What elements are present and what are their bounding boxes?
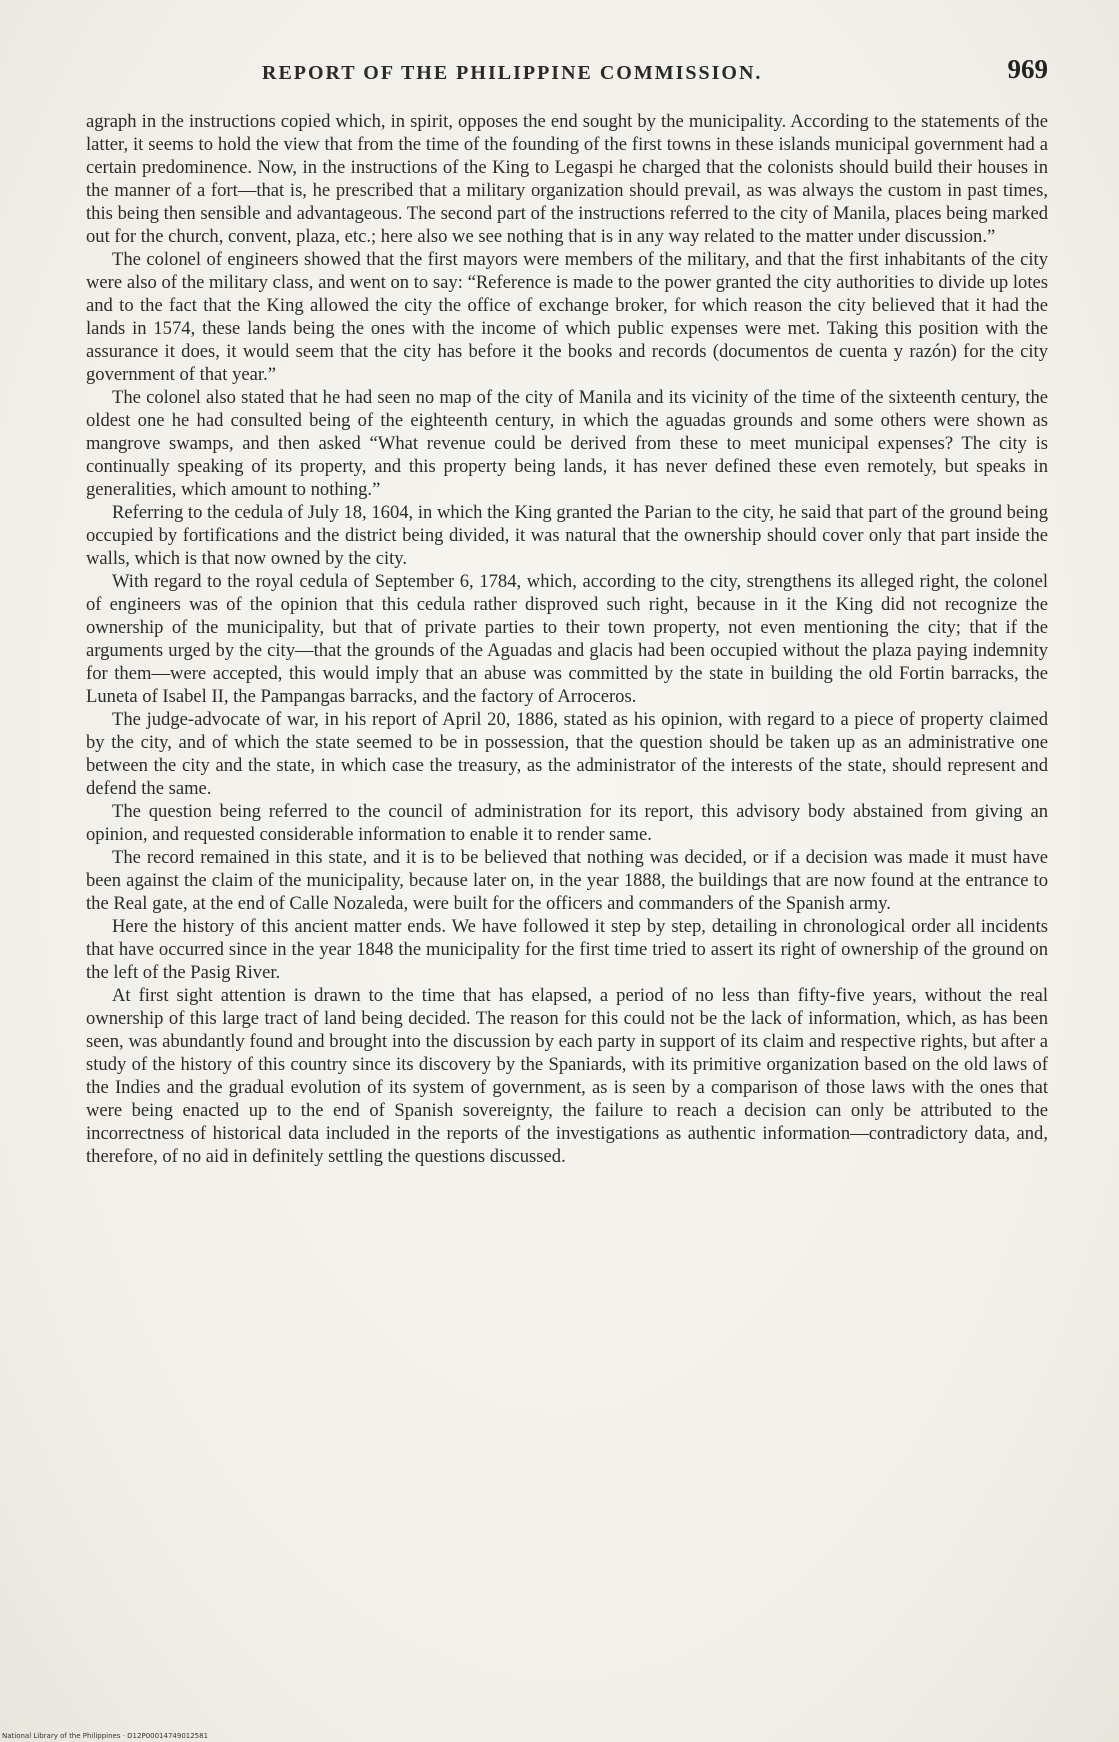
paragraph: The judge-advocate of war, in his report of April 20, 1886, stated as his opinion, with regard to a piece of property claimed by the city, and of which the state seemed to be in possession, that the question should be taken up as an administrative one between the city and the state, in which case the treasury, as the administrator of the interests of the state, should represent and defend the same. [86, 709, 1048, 799]
paragraph: Here the history of this ancient matter ends. We have followed it step by step, detailing in chronological order all incidents that have occurred since in the year 1848 the municipality for the first time tried to assert its right of ownership of the ground on the left of the Pasig River. [86, 916, 1048, 983]
paragraph: The colonel also stated that he had seen no map of the city of Manila and its vicinity of the time of the sixteenth century, the oldest one he had consulted being of the eighteenth century, in which the aguadas grounds and some others were shown as mangrove swamps, and then asked “What revenue could be derived from these to meet municipal expenses? The city is continually speaking of its property, and this property being lands, it has never defined these even remotely, but speaks in generalities, which amount to nothing.” [86, 387, 1048, 500]
source-footer: National Library of the Philippines · D12P00014749012581 [2, 1732, 209, 1740]
page-number: 969 [1007, 54, 1048, 84]
page-header [86, 54, 1056, 94]
running-head: REPORT OF THE PHILIPPINE COMMISSION. [262, 62, 763, 84]
paragraph: The colonel of engineers showed that the first mayors were members of the military, and that the first inhabitants of the city were also of the military class, and went on to say: “Reference is made to the power granted the city authorities to divide up lotes and to the fact that the King allowed the city the office of exchange broker, for which reason the city believed that it had the lands in 1574, these lands being the ones with the income of which public expenses were met. Taking this position with the assurance it does, it would seem that the city has before it the books and records (documentos de cuenta y razón) for the city government of that year.” [86, 249, 1048, 385]
body-text [86, 110, 1048, 1168]
paragraph: Referring to the cedula of July 18, 1604, in which the King granted the Parian to the city, he said that part of the ground being occupied by fortifications and the district being divided, it was natural that the ownership should cover only that part inside the walls, which is that now owned by the city. [86, 502, 1048, 569]
paragraph: The question being referred to the council of administration for its report, this advisory body abstained from giving an opinion, and requested considerable information to enable it to render same. [86, 801, 1048, 845]
paragraph: With regard to the royal cedula of September 6, 1784, which, according to the city, strengthens its alleged right, the colonel of engineers was of the opinion that this cedula rather disproved such right, because in it the King did not recognize the ownership of the municipality, but that of private parties to their town property, not even mentioning the city; that if the arguments urged by the city—that the grounds of the Aguadas and glacis had been occupied without the plaza paying indemnity for them—were accepted, this would imply that an abuse was committed by the state in building the old Fortin barracks, the Luneta of Isabel II, the Pampangas barracks, and the factory of Arroceros. [86, 571, 1048, 707]
paragraph: At first sight attention is drawn to the time that has elapsed, a period of no less than fifty-five years, without the real ownership of this large tract of land being decided. The reason for this could not be the lack of information, which, as has been seen, was abundantly found and brought into the discussion by each party in support of its claim and respective rights, but after a study of the history of this country since its discovery by the Spaniards, with its primitive organization based on the old laws of the Indies and the gradual evolution of its system of government, as is seen by a comparison of those laws with the ones that were being enacted up to the end of Spanish sovereignty, the failure to reach a decision can only be attributed to the incorrectness of historical data included in the reports of the investigations as authentic information—contradictory data, and, therefore, of no aid in definitely settling the questions discussed. [86, 985, 1048, 1167]
paragraph: The record remained in this state, and it is to be believed that nothing was decided, or if a decision was made it must have been against the claim of the municipality, because later on, in the year 1888, the buildings that are now found at the entrance to the Real gate, at the end of Calle Nozaleda, were built for the officers and commanders of the Spanish army. [86, 847, 1048, 914]
paragraph: agraph in the instructions copied which, in spirit, opposes the end sought by the municipality. According to the statements of the latter, it seems to hold the view that from the time of the founding of the first towns in these islands municipal government had a certain predominence. Now, in the instructions of the King to Legaspi he charged that the colonists should build their houses in the manner of a fort—that is, he prescribed that a military organization should prevail, as was always the custom in past times, this being then sensible and advantageous. The second part of the instructions referred to the city of Manila, places being marked out for the church, convent, plaza, etc.; here also we see nothing that is in any way related to the matter under discussion.” [86, 111, 1048, 247]
